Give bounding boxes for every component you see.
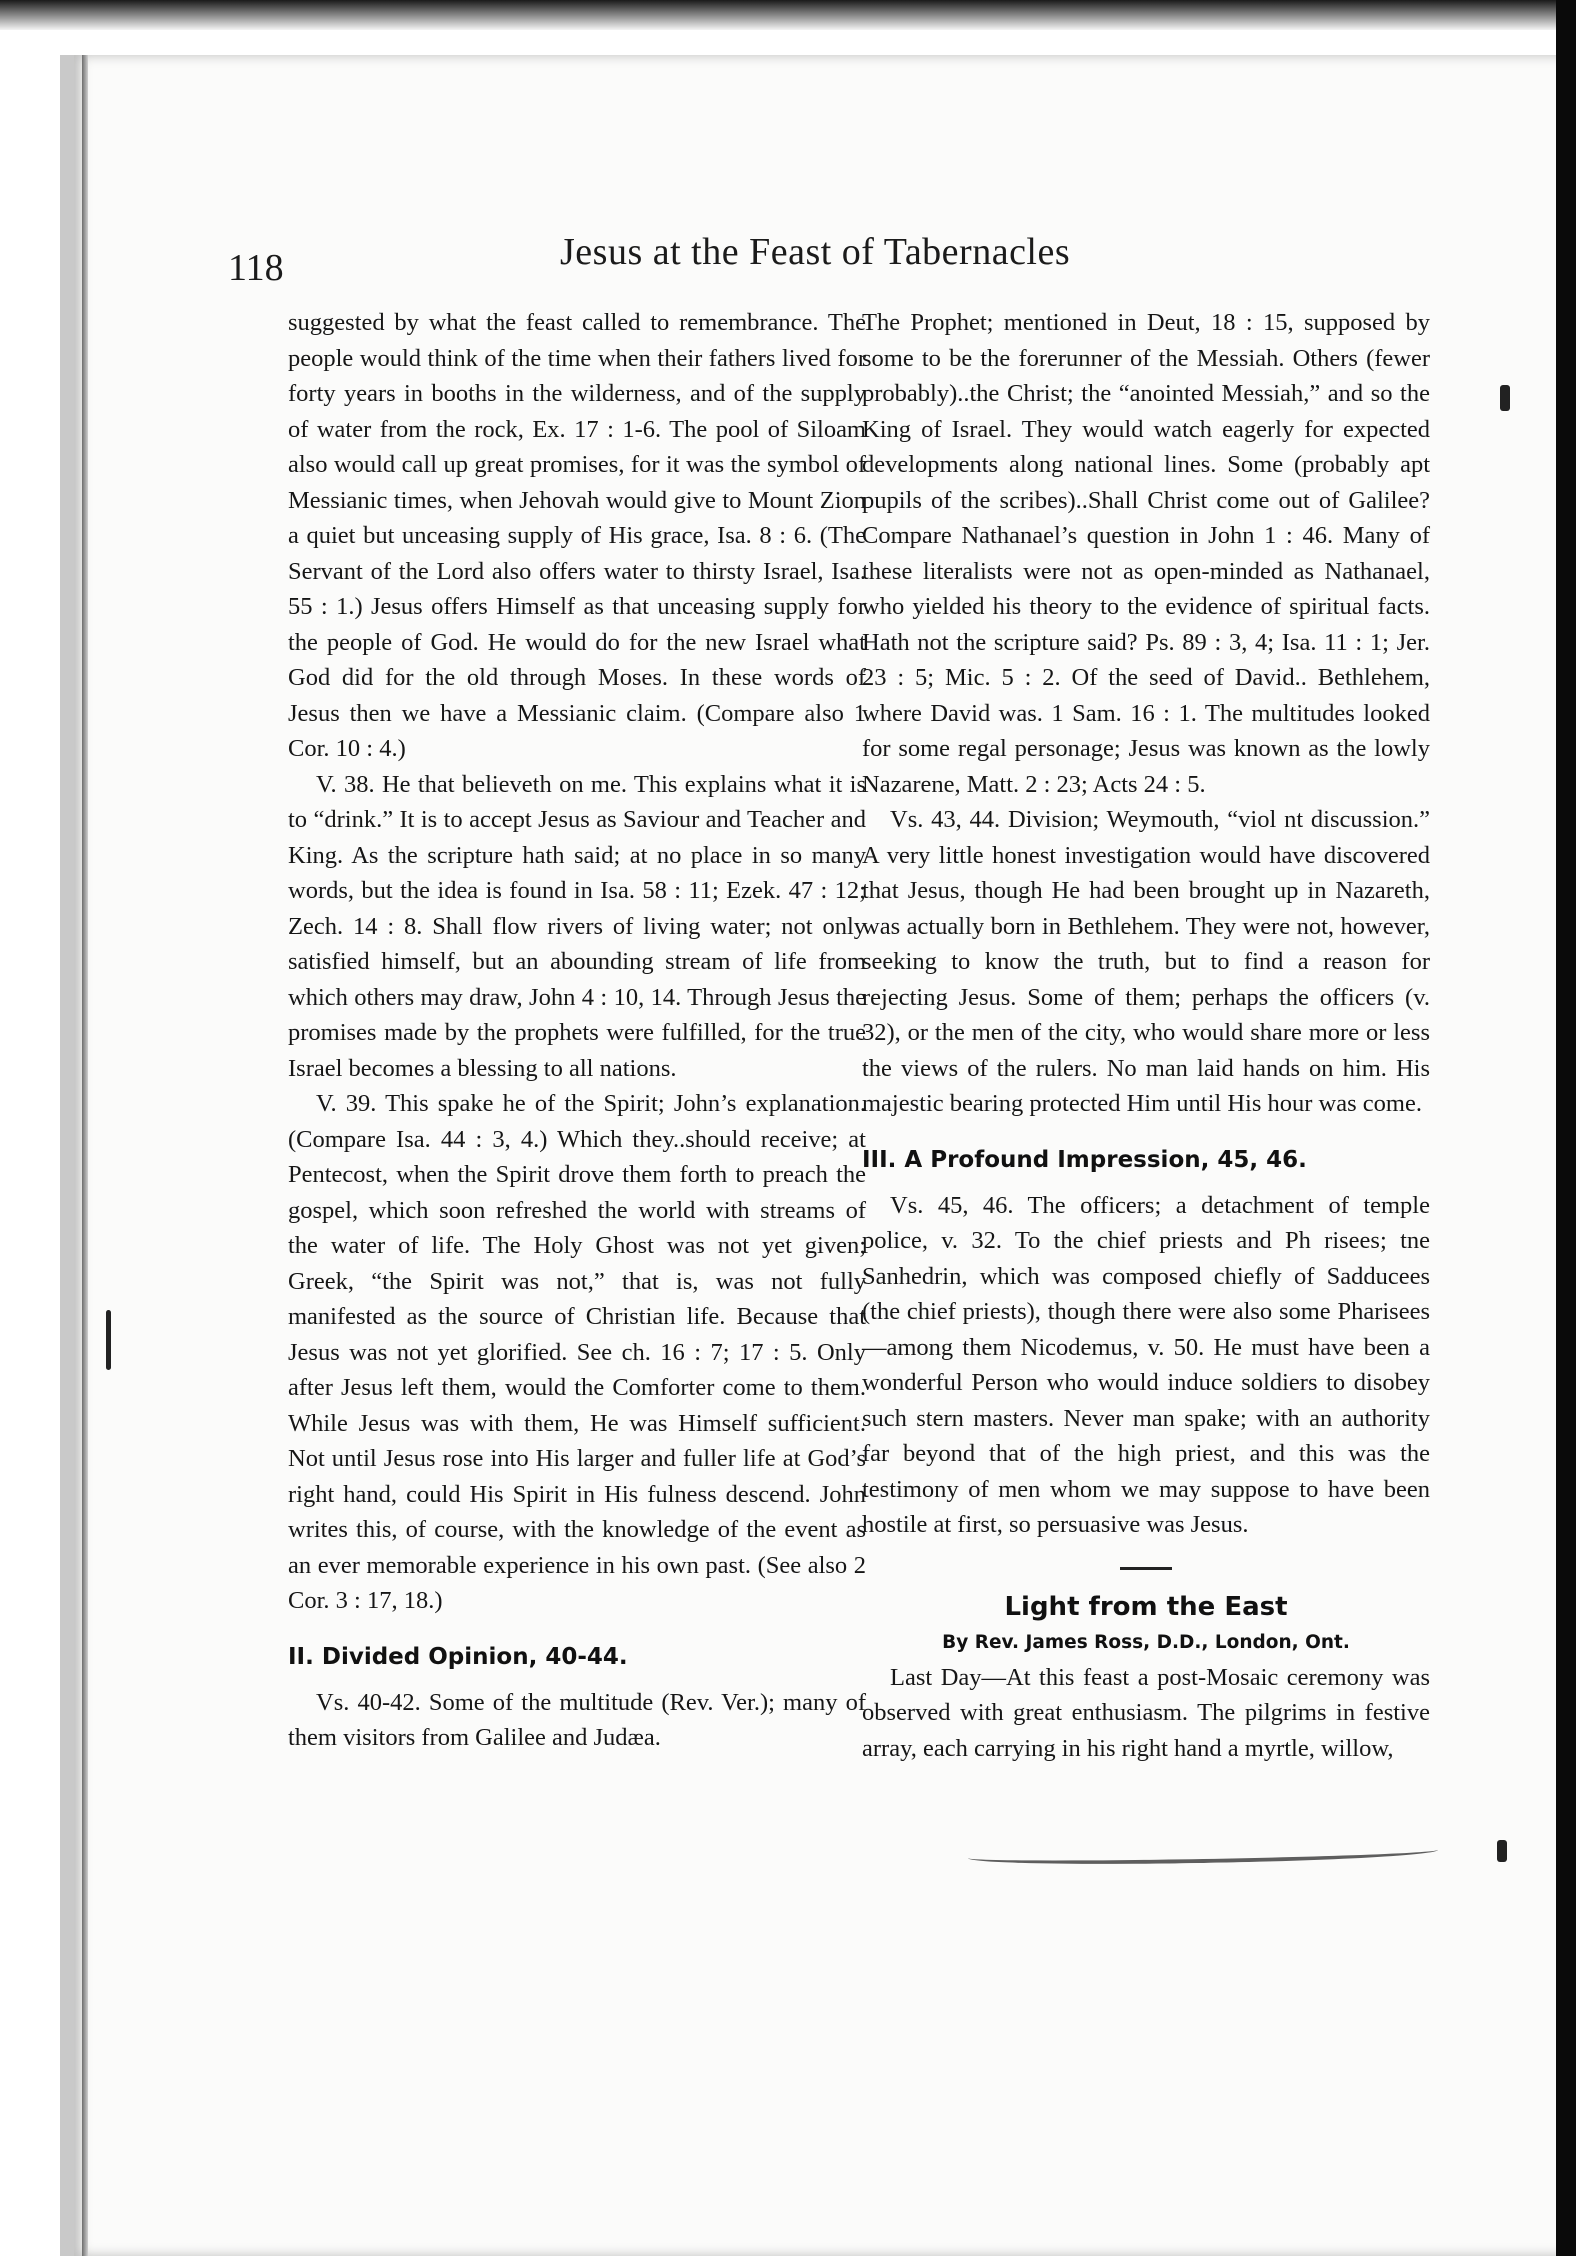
right-column xyxy=(862,305,1430,1766)
section-heading: II. Divided Opinion, 40-44. xyxy=(288,1643,628,1670)
margin-mark xyxy=(1500,385,1510,411)
paragraph: Vs. 40-42. Some of the multitude (Rev. Ver.); many of them visitors from Galilee and Judæa. xyxy=(288,1688,866,1751)
scan-right-edge xyxy=(1556,0,1576,2256)
section-heading: III. A Profound Impression, 45, 46. xyxy=(862,1146,1307,1173)
page-number: 118 xyxy=(228,247,284,289)
paragraph: V. 38. He that believeth on me. This explains what it is to “drink.” It is to accept Jesus as Saviour and Teacher and King. As the scripture hath said; at no place in so many words, but the idea is found in Isa. 58 : 11; Ezek. 47 : 12; Zech. 14 : 8. Shall flow rivers of living water; not only satisfied himself, but an abounding stream of life from which others may draw, John 4 : 10, 14. Through Jesus the promises made by the prophets were fulfilled, for the true Israel becomes a blessing to all nations. xyxy=(288,770,866,1082)
paragraph: Vs. 43, 44. Division; Weymouth, “viol nt discussion.” A very little honest investigation would have discovered that Jesus, though He had been brought up in Nazareth, was actually born in Bethlehem. They were not, however, seeking to know the truth, but to find a reason for rejecting Jesus. Some of them; perhaps the officers (v. 32), or the men of the city, who would share more or less the views of the rulers. No man laid hands on him. His majestic bearing protected Him until His hour was come. xyxy=(862,806,1430,1117)
scan-top-edge xyxy=(0,0,1576,30)
page-gutter xyxy=(82,55,88,2256)
section-rule xyxy=(1120,1567,1172,1570)
running-head: Jesus at the Feast of Tabernacles xyxy=(560,231,1071,273)
left-column xyxy=(288,305,866,1756)
article-byline: By Rev. James Ross, D.D., London, Ont. xyxy=(942,1631,1350,1653)
paragraph: Vs. 45, 46. The officers; a detachment of temple police, v. 32. To the chief priests and Ph risees; tne Sanhedrin, which was composed chiefly of Sadducees (the chief priests), though there were also some Pharisees—among them Nicodemus, v. 50. He must have been a wonderful Person who would induce soldiers to disobey such stern masters. Never man spake; with an authority far beyond that of the high priest, and this was the testimony of men whom we may suppose to have been hostile at first, so persuasive was Jesus. xyxy=(862,1191,1430,1538)
paragraph: suggested by what the feast called to remembrance. The people would think of the time when their fathers lived for forty years in booths in the wilderness, and of the supply of water from the rock, Ex. 17 : 1-6. The pool of Siloam also would call up great promises, for it was the symbol of Messianic times, when Jehovah would give to Mount Zion a quiet but unceasing supply of His grace, Isa. 8 : 6. (The Servant of the Lord also offers water to thirsty Israel, Isa. 55 : 1.) Jesus offers Himself as that unceasing supply for the people of God. He would do for the new Israel what God did for the old through Moses. In these words of Jesus then we have a Messianic claim. (Compare also 1 Cor. 10 : 4.) xyxy=(288,309,866,762)
paragraph: Last Day—At this feast a post-Mosaic ceremony was observed with great enthusiasm. The pilgrims in festive array, each carrying in his right hand a myrtle, willow, xyxy=(862,1663,1430,1762)
margin-mark xyxy=(106,1310,111,1370)
article-title: Light from the East xyxy=(1004,1591,1288,1622)
margin-mark xyxy=(1497,1840,1507,1862)
paragraph: V. 39. This spake he of the Spirit; John’s explanation. (Compare Isa. 44 : 3, 4.) Which they..should receive; at Pentecost, when the Spirit drove them forth to preach the gospel, which soon refreshed the world with streams of the water of life. The Holy Ghost was not yet given; Greek, “the Spirit was not,” that is, was not fully manifested as the source of Christian life. Because that Jesus was not yet glorified. See ch. 16 : 7; 17 : 5. Only after Jesus left them, would the Comforter come to them. While Jesus was with them, He was Himself sufficient. Not until Jesus rose into His larger and fuller life at God’s right hand, could His Spirit in His fulness descend. John writes this, of course, with the knowledge of the event as an ever memorable experience in his own past. (See also 2 Cor. 3 : 17, 18.) xyxy=(288,1090,866,1614)
paragraph: The Prophet; mentioned in Deut, 18 : 15, supposed by some to be the forerunner of the Messiah. Others (fewer probably)..the Christ; the “anointed Messiah,” and so the King of Israel. They would watch eagerly for expected developments along national lines. Some (probably apt pupils of the scribes)..Shall Christ come out of Galilee? Compare Nathanael’s question in John 1 : 46. Many of these literalists were not as open-minded as Nathanael, who yielded his theory to the evidence of spiritual facts. Hath not the scripture said? Ps. 89 : 3, 4; Isa. 11 : 1; Jer. 23 : 5; Mic. 5 : 2. Of the seed of David.. Bethlehem, where David was. 1 Sam. 16 : 1. The multitudes looked for some regal personage; Jesus was known as the lowly Nazarene, Matt. 2 : 23; Acts 24 : 5. xyxy=(862,309,1430,798)
